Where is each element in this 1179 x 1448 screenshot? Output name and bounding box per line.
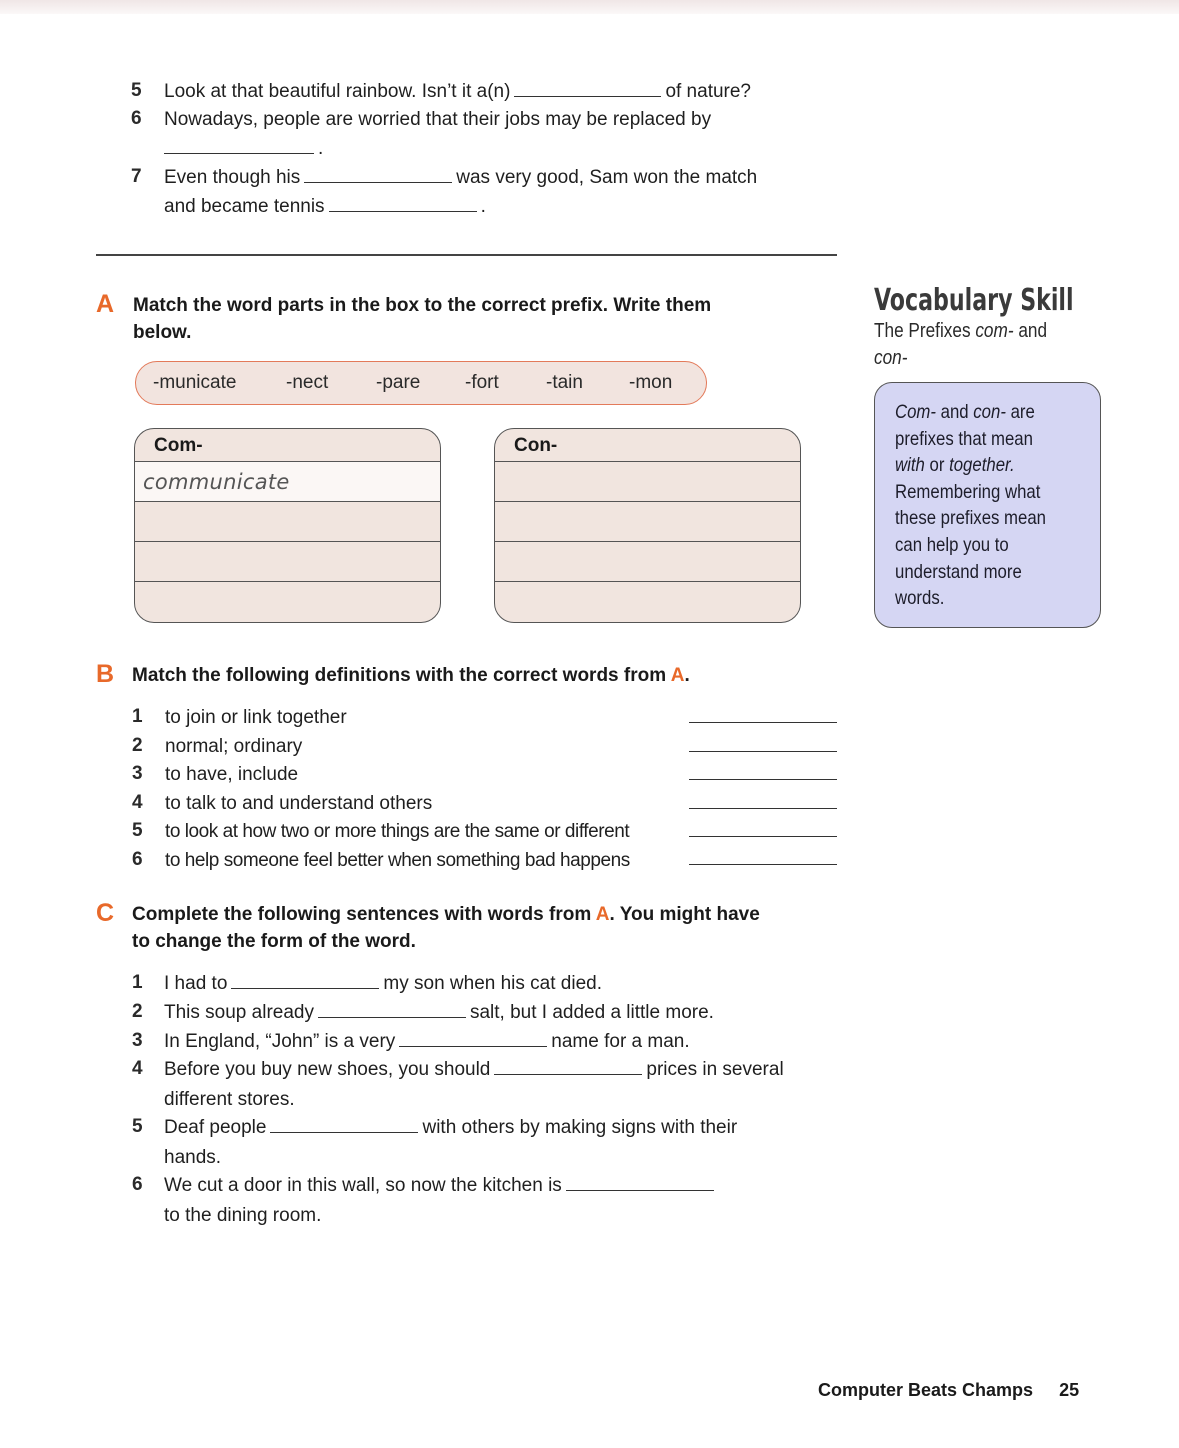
answer-blank[interactable] xyxy=(270,1118,418,1133)
answer-blank[interactable] xyxy=(164,139,314,154)
word-part[interactable]: -fort xyxy=(465,372,499,393)
answer-blank[interactable] xyxy=(494,1060,642,1075)
chapter-title: Computer Beats Champs xyxy=(818,1380,1034,1400)
sentence-item-continued: and became tennis . xyxy=(164,196,486,217)
sentence-item: Look at that beautiful rainbow. Isn’t it a(n) of nature? xyxy=(164,81,752,102)
definition-item: to help someone feel better when something bad happens xyxy=(165,850,630,871)
item-number: 2 xyxy=(132,1001,143,1022)
sentence-item: We cut a door in this wall, so now the kitchen is xyxy=(164,1174,718,1198)
word-part[interactable]: -mon xyxy=(629,372,673,393)
answer-blank[interactable] xyxy=(304,168,452,183)
word-parts-box xyxy=(135,361,707,405)
page-top-edge xyxy=(0,0,1179,14)
section-a-letter: A xyxy=(96,290,115,318)
word-part[interactable]: -tain xyxy=(546,372,583,393)
section-b-instruction: Match the following definitions with the correct words from A. xyxy=(132,665,690,686)
item-number: 6 xyxy=(132,1174,143,1195)
com-table-row[interactable] xyxy=(135,581,440,622)
item-number: 6 xyxy=(132,849,143,870)
answer-blank[interactable] xyxy=(329,197,477,212)
item-number: 6 xyxy=(131,108,142,129)
section-b-letter: B xyxy=(96,660,115,688)
con-table-header: Con- xyxy=(514,435,558,456)
answer-blank[interactable] xyxy=(231,974,379,989)
answer-blank[interactable] xyxy=(689,779,837,780)
answer-blank[interactable] xyxy=(689,722,837,723)
item-number: 3 xyxy=(132,1030,143,1051)
word-part[interactable]: -municate xyxy=(153,372,237,393)
sentence-item-continued: to the dining room. xyxy=(164,1205,322,1226)
item-number: 5 xyxy=(131,80,142,101)
definition-item: to have, include xyxy=(165,764,299,785)
answer-blank[interactable] xyxy=(399,1032,547,1047)
answer-blank[interactable] xyxy=(318,1003,466,1018)
answer-blank[interactable] xyxy=(689,864,837,865)
sentence-item: Even though his was very good, Sam won the match xyxy=(164,167,758,188)
vocabulary-skill-text: Com- and con- are prefixes that mean with or together. Remembering what these prefixes mean can help you to understand more words. xyxy=(895,401,1047,610)
section-divider xyxy=(96,254,837,256)
handwritten-answer: communicate xyxy=(143,470,290,494)
con-table-row[interactable] xyxy=(495,501,800,542)
item-number: 4 xyxy=(132,792,143,813)
con-table-row[interactable] xyxy=(495,541,800,582)
word-part[interactable]: -nect xyxy=(286,372,329,393)
con-table-row[interactable] xyxy=(495,581,800,622)
com-table-row[interactable] xyxy=(135,541,440,582)
item-number: 4 xyxy=(132,1058,143,1079)
answer-blank[interactable] xyxy=(514,82,661,97)
sentence-item: I had to my son when his cat died. xyxy=(164,973,603,994)
com-table-row[interactable] xyxy=(135,461,440,502)
sentence-item-continued: different stores. xyxy=(164,1089,295,1110)
item-number: 5 xyxy=(132,1116,143,1137)
sentence-item: This soup already salt, but I added a little more. xyxy=(164,1002,714,1023)
item-number: 1 xyxy=(132,706,143,727)
com-table-header: Com- xyxy=(154,435,203,456)
sentence-item-continued: hands. xyxy=(164,1147,222,1168)
answer-blank[interactable] xyxy=(689,751,837,752)
definition-item: to talk to and understand others xyxy=(165,793,433,814)
vocabulary-skill-subtitle: The Prefixes com- and con- xyxy=(874,320,1048,369)
item-number: 2 xyxy=(132,735,143,756)
section-a-instruction: Match the word parts in the box to the correct prefix. Write them below. xyxy=(133,295,712,343)
definition-item: to look at how two or more things are the same or different xyxy=(165,821,630,842)
page-footer xyxy=(818,1380,1079,1401)
answer-blank[interactable] xyxy=(689,836,837,837)
sentence-item-continued: . xyxy=(164,137,323,161)
page-number: 25 xyxy=(1059,1380,1080,1400)
section-c-letter: C xyxy=(96,899,115,927)
sentence-item: In England, “John” is a very name for a man. xyxy=(164,1031,690,1052)
sentence-item: Before you buy new shoes, you should prices in several xyxy=(164,1059,784,1080)
answer-blank[interactable] xyxy=(689,808,837,809)
con-table-row[interactable] xyxy=(495,461,800,502)
word-part[interactable]: -pare xyxy=(376,372,421,393)
sentence-item: Deaf people with others by making signs with their xyxy=(164,1117,738,1138)
com-table-row[interactable] xyxy=(135,501,440,542)
definition-item: normal; ordinary xyxy=(165,736,303,757)
section-c-instruction: Complete the following sentences with words from A. You might have to change the form of the word. xyxy=(132,904,760,952)
item-number: 5 xyxy=(132,820,143,841)
vocabulary-skill-title: Vocabulary Skill xyxy=(874,283,1074,318)
con-table xyxy=(494,428,801,623)
item-number: 7 xyxy=(131,166,142,187)
definition-item: to join or link together xyxy=(165,707,347,728)
item-number: 3 xyxy=(132,763,143,784)
item-number: 1 xyxy=(132,972,143,993)
answer-blank[interactable] xyxy=(566,1176,714,1191)
vocabulary-skill-box xyxy=(874,382,1101,628)
com-table xyxy=(134,428,441,623)
sentence-item: Nowadays, people are worried that their jobs may be replaced by xyxy=(164,109,712,130)
